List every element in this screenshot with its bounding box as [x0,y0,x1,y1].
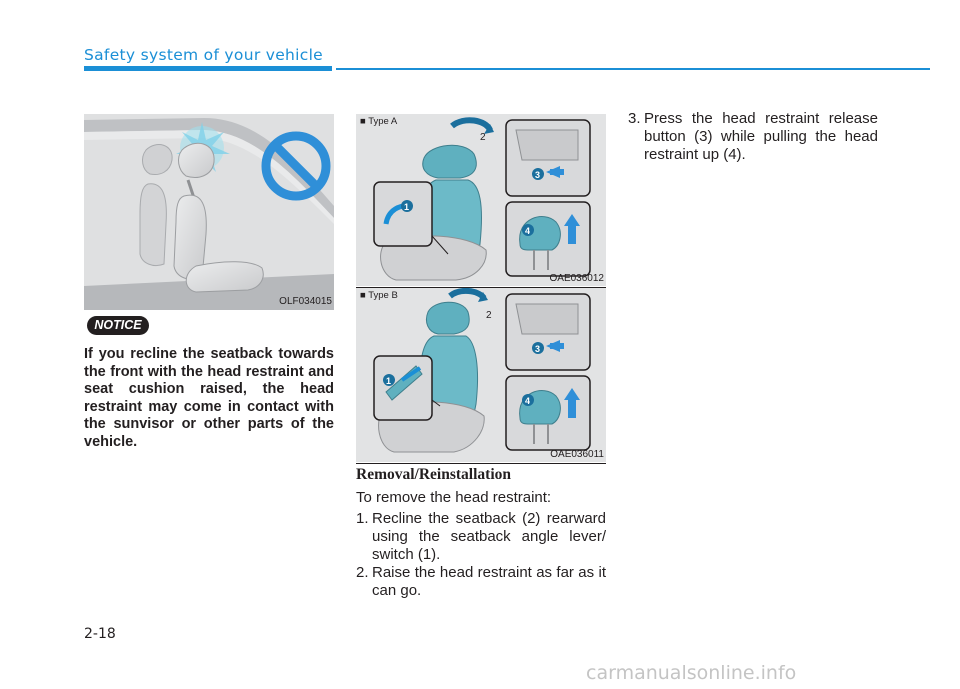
marker-4: 4 [525,226,531,236]
marker-1: 1 [404,202,410,212]
marker-2: 2 [486,310,492,321]
figure-seat-contact [84,114,334,310]
type-a-label: ■ Type A [360,116,398,127]
section-header-title: Safety system of your vehicle [84,46,324,64]
marker-2: 2 [480,132,486,143]
header-rule-thin [336,68,930,70]
section-intro: To remove the head restraint: [356,489,552,506]
list-item [356,510,606,564]
notice-text: If you recline the seatback towards the front with the head restraint and seat cushion raised, the head restraint may come in contact with the sunvisor or other parts of the vehicle. [84,346,334,450]
header-rule-thick [84,66,332,71]
step-text: Press the head restraint release button (3) while pulling the head restraint up (4). [644,110,878,163]
marker-1: 1 [386,376,392,386]
figure-type-b [356,288,606,462]
figure-type-a [356,114,606,286]
figure-code: OAE036012 [549,273,604,284]
section-heading: Removal/Reinstallation [356,466,511,483]
page-number: 2-18 [84,626,116,642]
step-number: 3. [628,110,641,127]
list-item [356,564,606,600]
step-text: Raise the head restraint as far as it can go. [372,564,606,599]
list-item [628,110,878,164]
marker-3: 3 [535,170,541,180]
notice-badge: NOTICE [87,316,149,335]
step-number: 1. [356,510,369,527]
step-text: Recline the seatback (2) rearward using the seatback angle lever/ switch (1). [372,510,606,563]
step-number: 2. [356,564,369,581]
marker-4: 4 [525,396,531,406]
figure-code: OLF034015 [279,296,332,307]
watermark: carmanualsonline.info [586,662,797,684]
marker-3: 3 [535,344,541,354]
figure-code: OAE036011 [550,449,604,460]
type-b-label: ■ Type B [360,290,398,301]
figure-divider [356,463,606,464]
